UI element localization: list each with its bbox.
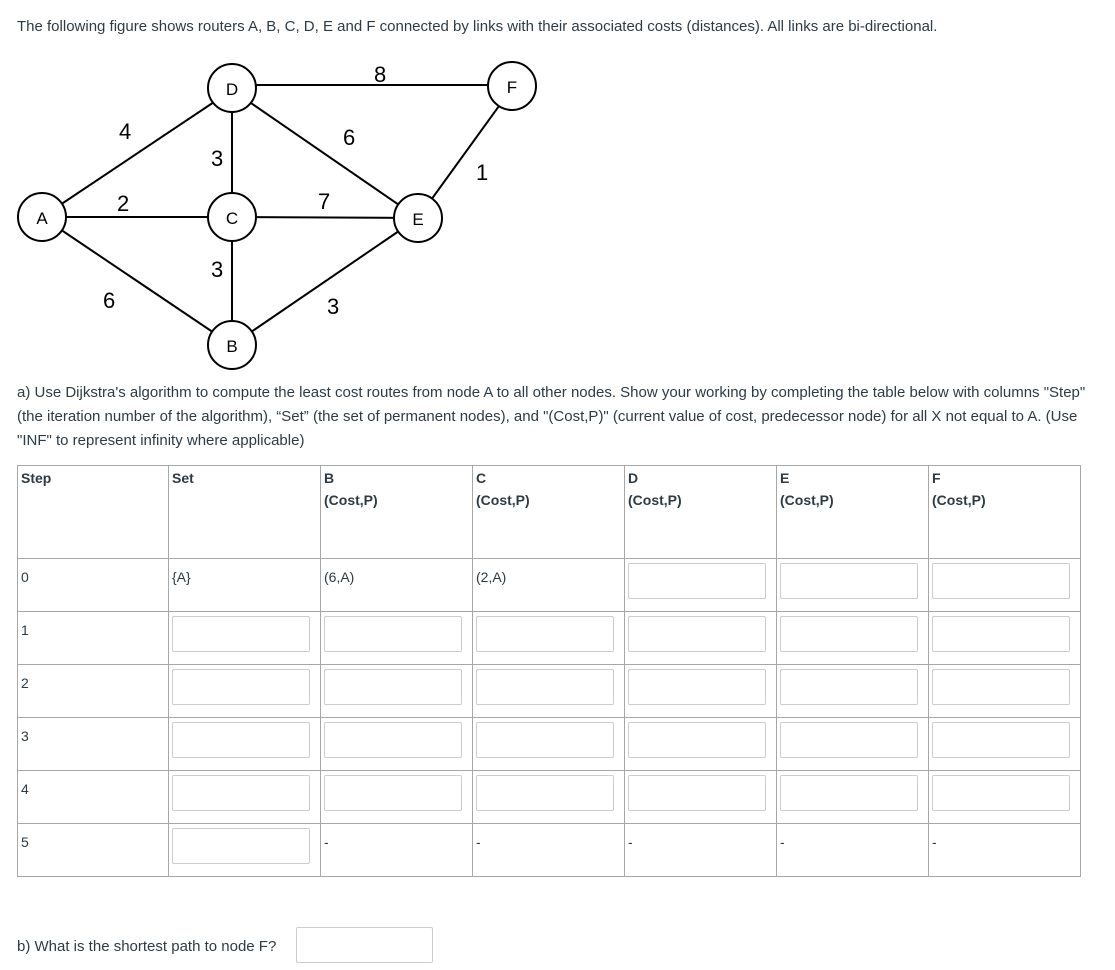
set-cell <box>169 718 321 771</box>
dash-placeholder: - <box>628 834 633 850</box>
node-b-label: B <box>226 337 238 356</box>
answer-input-set[interactable] <box>172 669 310 705</box>
node-e <box>394 194 442 242</box>
step-cell <box>18 665 169 718</box>
header-set-label: Set <box>172 470 194 486</box>
intro-text: The following figure shows routers A, B, C, D, E and F connected by links with their associated costs (distances). All links are bi-directional. <box>17 18 938 35</box>
dash-placeholder: - <box>932 834 937 850</box>
b-value: (6,A) <box>324 569 355 585</box>
step-number: 1 <box>21 622 29 638</box>
e-cell <box>777 559 929 612</box>
c-cell <box>473 612 625 665</box>
header-e <box>777 466 929 559</box>
b-cell <box>321 612 473 665</box>
network-graph <box>0 50 560 370</box>
d-cell <box>625 665 777 718</box>
answer-input-set[interactable] <box>172 828 310 864</box>
c-cell <box>473 824 625 877</box>
answer-input-e[interactable] <box>780 563 918 599</box>
answer-input-f[interactable] <box>932 616 1070 652</box>
header-c-label: C <box>476 470 487 486</box>
table-row <box>18 771 1081 824</box>
edge-a-d <box>42 90 232 217</box>
header-c <box>473 466 625 559</box>
answer-input-b[interactable] <box>324 722 462 758</box>
c-cell <box>473 771 625 824</box>
answer-input-f[interactable] <box>932 775 1070 811</box>
question-b: b) What is the shortest path to node F? <box>17 938 277 955</box>
d-cell <box>625 559 777 612</box>
b-cell <box>321 559 473 612</box>
node-d <box>208 64 256 112</box>
answer-input-c[interactable] <box>476 616 614 652</box>
node-f-label: F <box>506 78 518 97</box>
e-cell <box>777 824 929 877</box>
answer-input-b[interactable] <box>324 669 462 705</box>
answer-input-e[interactable] <box>780 616 918 652</box>
answer-input-d[interactable] <box>628 722 766 758</box>
answer-input-c[interactable] <box>476 669 614 705</box>
header-f-label: F <box>932 470 941 486</box>
answer-input-d[interactable] <box>628 775 766 811</box>
step-number: 2 <box>21 675 29 691</box>
step-cell <box>18 824 169 877</box>
question-a: a) Use Dijkstra's algorithm to compute the least cost routes from node A to all other nodes. Show your working by completing the table below with columns "Step" (the iteration number of the algorithm), “Set” (the set of permanent nodes), and "(Cost,P)" (current value of cost, predecessor node) for all X not equal to A. (Use "INF" to represent infinity where applicable) <box>17 384 1086 449</box>
b-cell <box>321 824 473 877</box>
table-row <box>18 612 1081 665</box>
edge-a-b <box>42 217 232 345</box>
header-b <box>321 466 473 559</box>
step-cell <box>18 559 169 612</box>
cost-b-e: 3 <box>327 294 340 319</box>
header-d <box>625 466 777 559</box>
f-cell <box>929 824 1081 877</box>
answer-input-c[interactable] <box>476 775 614 811</box>
answer-input-f[interactable] <box>932 669 1070 705</box>
header-step-label: Step <box>21 470 52 486</box>
d-cell <box>625 718 777 771</box>
d-cell <box>625 824 777 877</box>
set-cell <box>169 771 321 824</box>
header-d-sub: (Cost,P) <box>628 492 682 508</box>
answer-input-e[interactable] <box>780 722 918 758</box>
f-cell <box>929 771 1081 824</box>
c-cell <box>473 718 625 771</box>
answer-input-set[interactable] <box>172 616 310 652</box>
dash-placeholder: - <box>780 834 785 850</box>
answer-input-set[interactable] <box>172 775 310 811</box>
node-a <box>18 193 66 241</box>
step-number: 5 <box>21 834 29 850</box>
cost-c-e: 7 <box>318 189 331 214</box>
answer-input-b[interactable] <box>324 616 462 652</box>
e-cell <box>777 665 929 718</box>
cost-a-b: 6 <box>103 288 116 313</box>
answer-input-d[interactable] <box>628 669 766 705</box>
header-e-label: E <box>780 470 790 486</box>
dash-placeholder: - <box>476 834 481 850</box>
answer-input-c[interactable] <box>476 722 614 758</box>
header-d-label: D <box>628 470 639 486</box>
answer-input-set[interactable] <box>172 722 310 758</box>
header-f <box>929 466 1081 559</box>
edge-b-e <box>232 218 418 345</box>
e-cell <box>777 718 929 771</box>
d-cell <box>625 612 777 665</box>
step-cell <box>18 718 169 771</box>
answer-input-d[interactable] <box>628 563 766 599</box>
node-f <box>488 62 536 110</box>
set-cell <box>169 559 321 612</box>
node-a-label: A <box>36 209 48 228</box>
node-e-label: E <box>412 210 424 229</box>
header-f-sub: (Cost,P) <box>932 492 986 508</box>
set-cell <box>169 612 321 665</box>
step-number: 0 <box>21 569 29 585</box>
e-cell <box>777 612 929 665</box>
answer-input-f[interactable] <box>932 563 1070 599</box>
answer-input-f[interactable] <box>932 722 1070 758</box>
cost-d-c: 3 <box>211 146 224 171</box>
f-cell <box>929 612 1081 665</box>
c-cell <box>473 665 625 718</box>
d-cell <box>625 771 777 824</box>
e-cell <box>777 771 929 824</box>
node-d-label: D <box>225 80 239 99</box>
graph-nodes <box>18 62 536 369</box>
answer-input-e[interactable] <box>780 775 918 811</box>
shortest-path-input[interactable] <box>296 927 433 963</box>
edge-costs <box>103 62 488 319</box>
f-cell <box>929 665 1081 718</box>
b-cell <box>321 665 473 718</box>
answer-input-b[interactable] <box>324 775 462 811</box>
b-cell <box>321 771 473 824</box>
cost-d-f: 8 <box>374 62 387 87</box>
step-cell <box>18 771 169 824</box>
table-row <box>18 718 1081 771</box>
header-c-sub: (Cost,P) <box>476 492 530 508</box>
step-number: 4 <box>21 781 29 797</box>
set-value: {A} <box>172 569 191 585</box>
cost-d-e: 6 <box>343 125 356 150</box>
cost-c-b: 3 <box>211 257 224 282</box>
table-header-row <box>18 466 1081 559</box>
set-cell <box>169 824 321 877</box>
header-step <box>18 466 169 559</box>
f-cell <box>929 718 1081 771</box>
node-c <box>208 193 256 241</box>
step-number: 3 <box>21 728 29 744</box>
node-b <box>208 321 256 369</box>
cost-a-d: 4 <box>119 119 132 144</box>
table-row <box>18 665 1081 718</box>
header-e-sub: (Cost,P) <box>780 492 834 508</box>
c-value: (2,A) <box>476 569 507 585</box>
header-set <box>169 466 321 559</box>
answer-input-d[interactable] <box>628 616 766 652</box>
header-b-sub: (Cost,P) <box>324 492 378 508</box>
f-cell <box>929 559 1081 612</box>
cost-a-c: 2 <box>117 191 130 216</box>
table-row <box>18 559 1081 612</box>
table-row <box>18 824 1081 877</box>
b-cell <box>321 718 473 771</box>
answer-input-e[interactable] <box>780 669 918 705</box>
dash-placeholder: - <box>324 834 329 850</box>
c-cell <box>473 559 625 612</box>
step-cell <box>18 612 169 665</box>
dijkstra-table <box>17 465 1081 877</box>
header-b-label: B <box>324 470 335 486</box>
set-cell <box>169 665 321 718</box>
edge-c-e <box>232 217 418 218</box>
cost-e-f: 1 <box>476 160 489 185</box>
node-c-label: C <box>225 209 239 228</box>
